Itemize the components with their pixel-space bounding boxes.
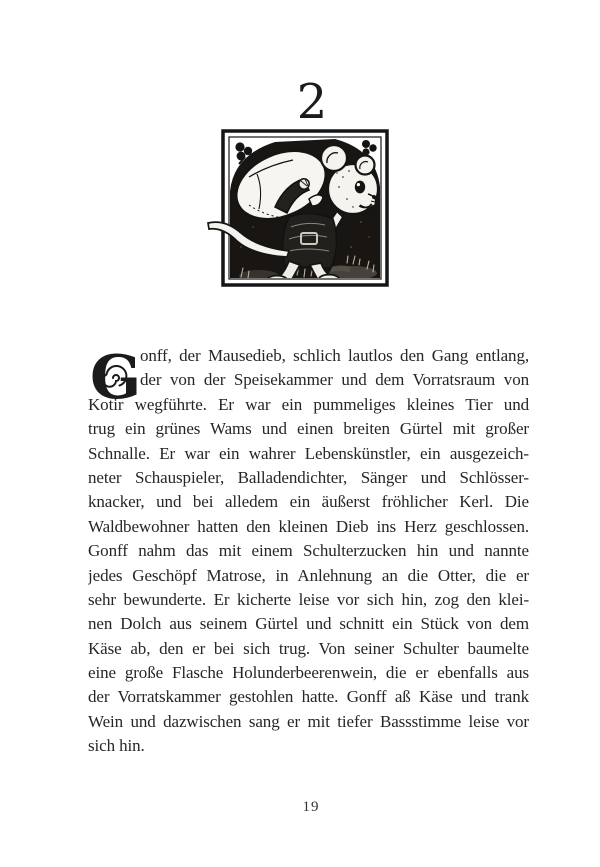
- text-line: knacker, und bei alledem ein äußerst fröhlicher Kerl. Die: [88, 492, 529, 512]
- text-line: Wein und dazwischen sang er mit tiefer Bassstimme leise vor: [88, 711, 529, 731]
- chapter-number: 2: [296, 74, 328, 130]
- paragraph-lines: [88, 344, 529, 759]
- text-line: Käse ab, den er bei sich trug. Von seiner Schulter baumelte: [88, 638, 529, 658]
- text-line: Kotir wegführte. Er war ein pummeliges kleines Tier und: [88, 394, 529, 414]
- text-line: sehr bewunderte. Er kicherte leise vor sich hin, zog den klei-: [88, 589, 529, 609]
- text-line: nen Dolch aus seinem Gürtel und schnitt ein Stück von dem: [88, 614, 529, 634]
- mouse-woodcut-illustration: [201, 127, 393, 290]
- text-line: Schnalle. Er war ein wahrer Lebenskünstler, ein ausgezeich-: [88, 443, 529, 463]
- text-line: Waldbewohner hatten den kleinen Dieb ins Herz geschlossen.: [88, 516, 529, 536]
- chapter-illustration: [201, 127, 393, 290]
- text-line: trug ein grünes Wams und einen breiten Gürtel mit großer: [88, 419, 529, 439]
- text-line: der Vorratskammer gestohlen hatte. Gonff aß Käse und trank: [88, 687, 529, 707]
- text-line: neter Schauspieler, Balladendichter, Sänger und Schlösser-: [88, 467, 529, 487]
- text-line: jedes Geschöpf Matrose, in Anlehnung an die Otter, die er: [88, 565, 529, 585]
- page-number: 19: [302, 799, 320, 815]
- body-paragraph: [88, 344, 529, 759]
- text-line: onff, der Mausedieb, schlich lautlos den Gang entlang,: [140, 346, 529, 365]
- text-line: eine große Flasche Holunderbeerenwein, die er ebenfalls aus: [88, 663, 529, 683]
- text-line: sich hin.: [88, 736, 145, 756]
- text-line: der von der Speisekammer und dem Vorratsraum von: [140, 370, 529, 390]
- text-line: Gonff nahm das mit einem Schulterzucken hin und nannte: [88, 541, 529, 561]
- drop-cap-letter: G: [90, 348, 142, 406]
